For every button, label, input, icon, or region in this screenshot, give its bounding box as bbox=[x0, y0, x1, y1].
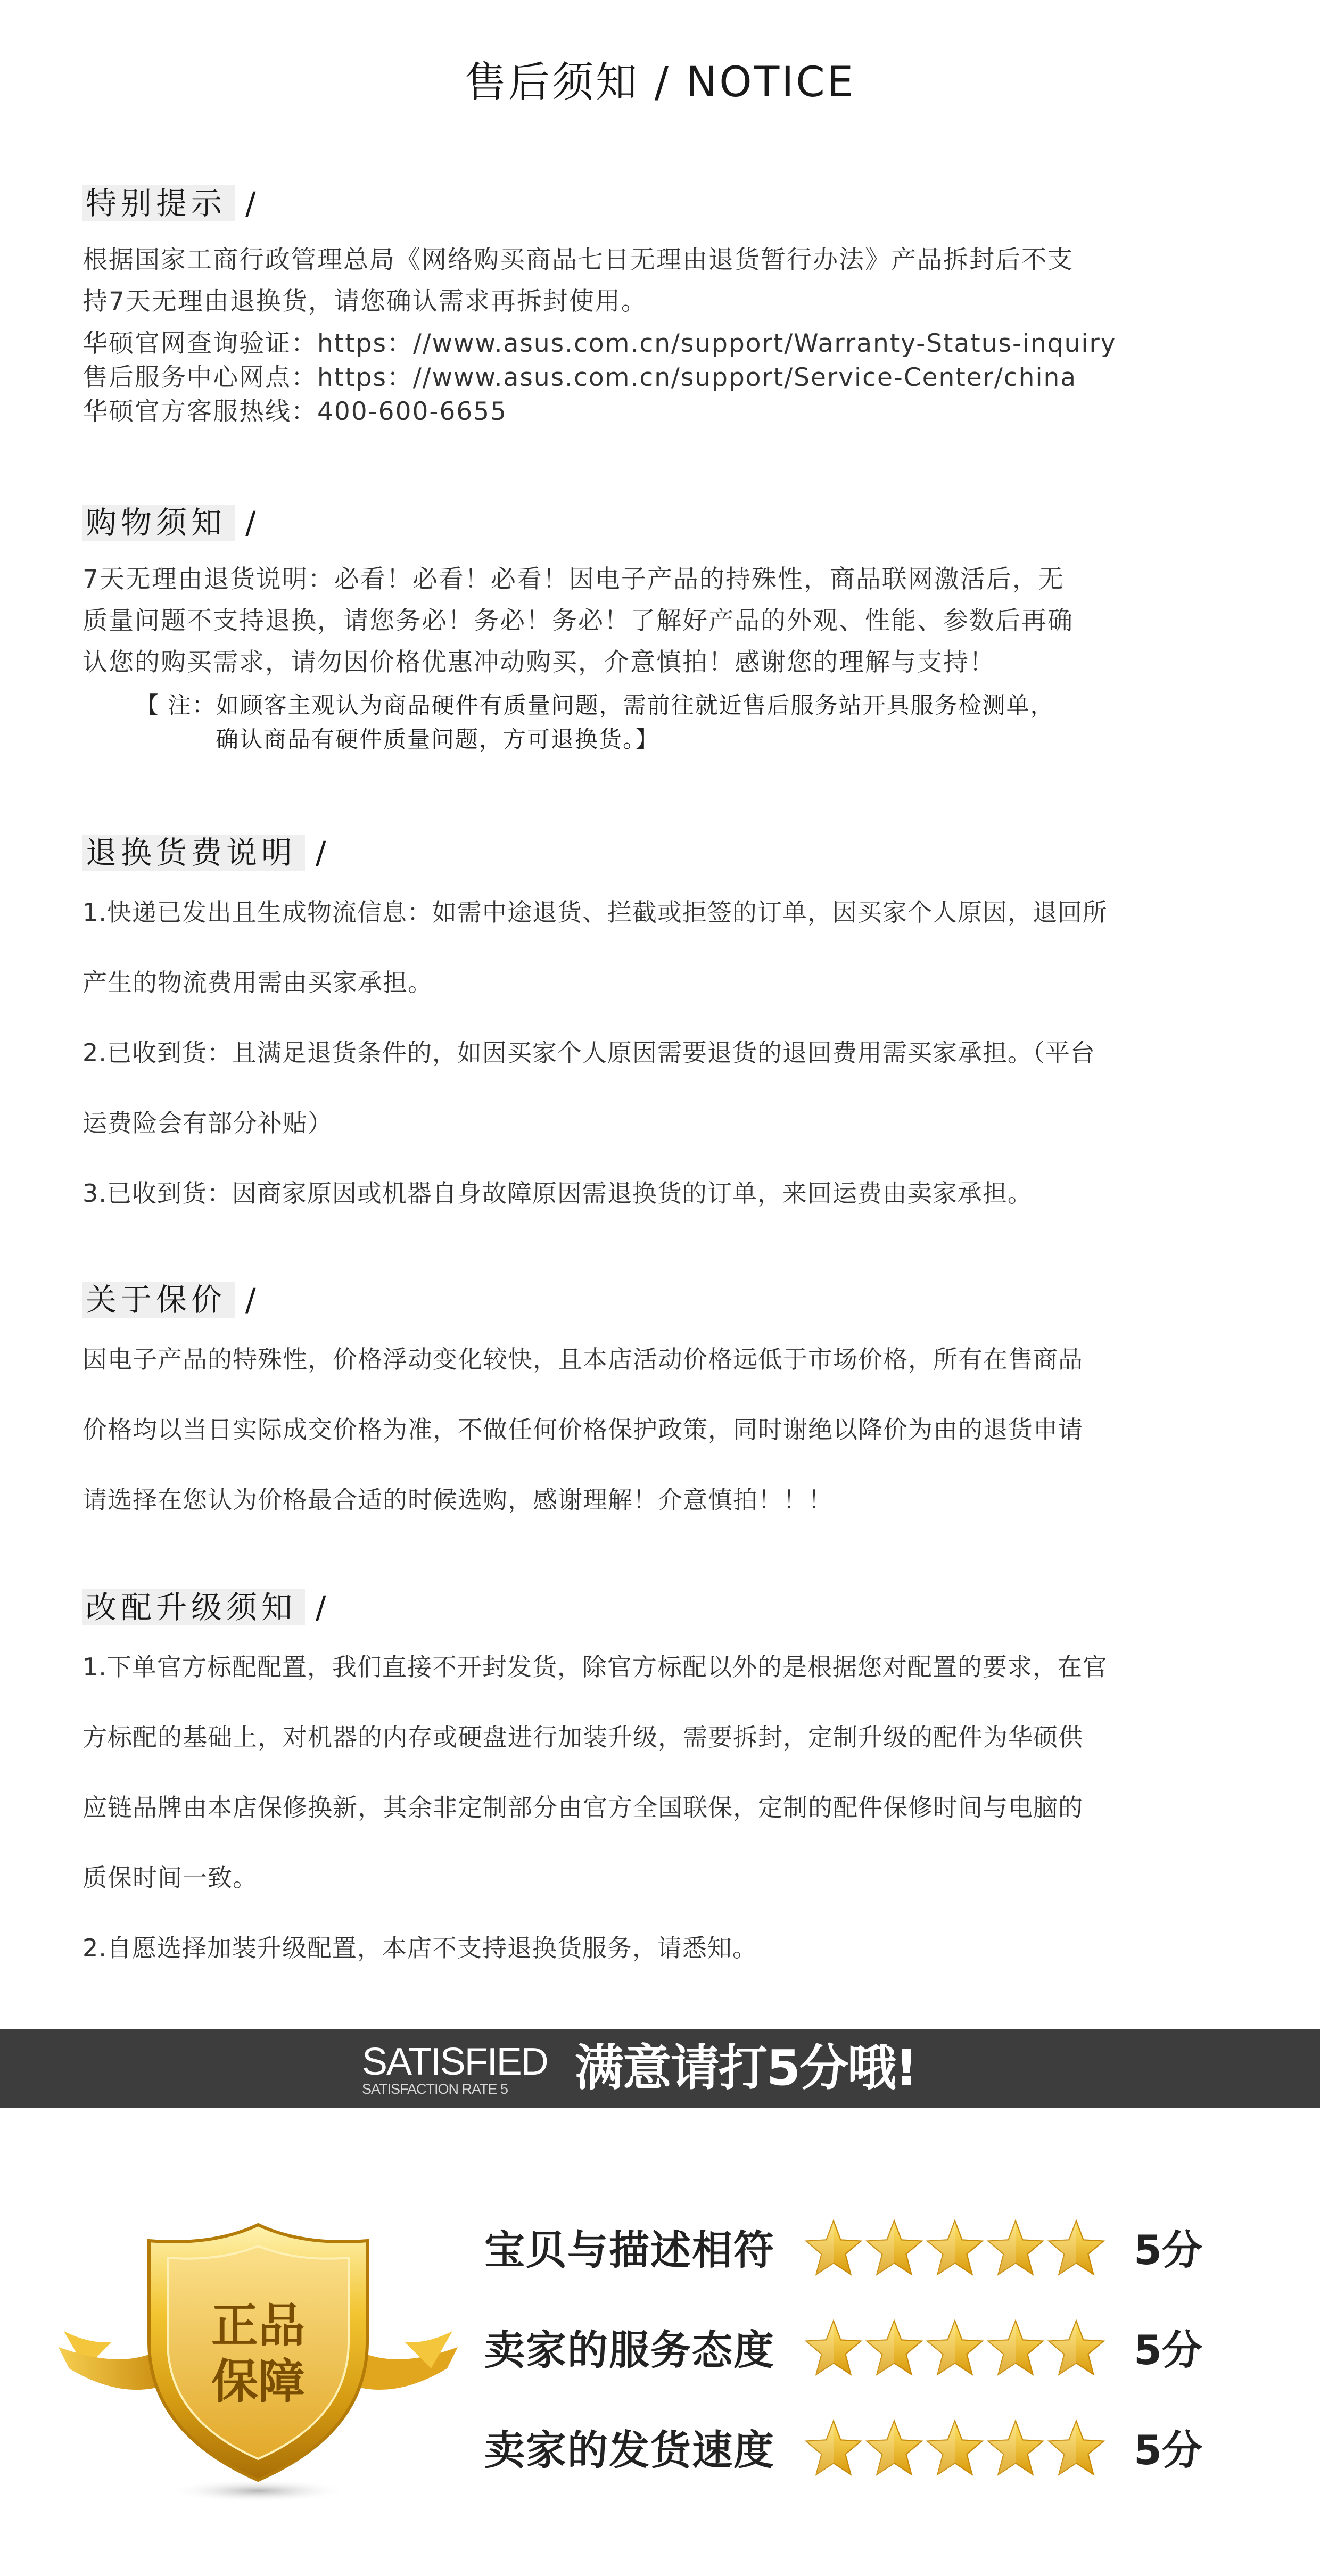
paragraph-line: 运费险会有部分补贴） bbox=[82, 1109, 333, 1137]
section-heading: 特别提示 / bbox=[82, 181, 260, 226]
paragraph-line: 3.已收到货：因商家原因或机器自身故障原因需退换货的订单，来回运费由卖家承担。 bbox=[82, 1179, 1033, 1208]
star-icon bbox=[1046, 2218, 1106, 2278]
hotline-line: 华硕官方客服热线：400-600-6655 bbox=[82, 397, 507, 426]
banner-english bbox=[362, 2043, 575, 2097]
star-rating bbox=[804, 2218, 1102, 2282]
star-icon bbox=[986, 2418, 1045, 2478]
section-shopping-notice bbox=[82, 500, 1243, 757]
star-icon bbox=[986, 2218, 1045, 2278]
paragraph-line: 方标配的基础上，对机器的内存或硬盘进行加装升级，需要拆封，定制升级的配件为华硕供 bbox=[82, 1723, 1083, 1752]
section-heading-text: 购物须知 bbox=[82, 505, 235, 541]
banner-cn-title: 满意请打5分哦! bbox=[575, 2040, 917, 2096]
satisfaction-banner bbox=[0, 2029, 1320, 2108]
section-heading: 关于保价 / bbox=[82, 1277, 260, 1322]
paragraph-line: 产生的物流费用需由买家承担。 bbox=[82, 968, 433, 997]
paragraph-line: 根据国家工商行政管理总局《网络购买商品七日无理由退货暂行办法》产品拆封后不支 bbox=[82, 245, 1074, 275]
paragraph-line: 因电子产品的特殊性，价格浮动变化较快，且本店活动价格远低于市场价格，所有在售商品 bbox=[82, 1345, 1083, 1374]
section-heading: 退换货费说明 / bbox=[82, 830, 331, 875]
star-icon bbox=[804, 2418, 863, 2478]
banner-en-title: SATISFIED bbox=[362, 2041, 548, 2083]
star-icon bbox=[864, 2418, 924, 2478]
paragraph-line: 2.已收到货：且满足退货条件的，如因买家个人原因需要退货的退回费用需买家承担。（平台 bbox=[82, 1038, 1095, 1067]
rating-label: 卖家的服务态度 bbox=[484, 2326, 775, 2374]
warranty-link-line: 华硕官网查询验证：https：//www.asus.com.cn/support/Warranty-Status-inquiry bbox=[82, 329, 1117, 358]
paragraph-line: 7天无理由退货说明：必看！必看！必看！因电子产品的持殊性，商品联网激活后，无 bbox=[82, 565, 1065, 594]
note-line: 确认商品有硬件质量问题，方可退换货。】 bbox=[216, 726, 659, 753]
rating-row-description bbox=[484, 2214, 1283, 2289]
service-center-link-line: 售后服务中心网点：https：//www.asus.com.cn/support/Service-Center/china bbox=[82, 363, 1077, 392]
section-heading-text: 关于保价 bbox=[82, 1282, 235, 1318]
star-icon bbox=[1046, 2318, 1106, 2378]
badge-line1: 正品 bbox=[211, 2298, 306, 2353]
badge-line2: 保障 bbox=[211, 2354, 306, 2409]
section-heading-text: 特别提示 bbox=[82, 185, 235, 221]
rating-score: 5分 bbox=[1134, 2226, 1202, 2274]
banner-en-subtitle: SATISFACTION RATE 5 bbox=[362, 2081, 508, 2097]
paragraph-line: 认您的购买需求，请勿因价格优惠冲动购买，介意慎拍！感谢您的理解与支持！ bbox=[82, 648, 995, 677]
rating-label: 卖家的发货速度 bbox=[484, 2426, 775, 2474]
page-title: 售后须知 / NOTICE bbox=[464, 59, 855, 106]
rating-score: 5分 bbox=[1134, 2326, 1202, 2374]
paragraph-line: 2.自愿选择加装升级配置，本店不支持退换货服务，请悉知。 bbox=[82, 1934, 757, 1962]
section-heading: 购物须知 / bbox=[82, 500, 260, 545]
rating-label: 宝贝与描述相符 bbox=[484, 2226, 775, 2274]
paragraph-line: 质保时间一致。 bbox=[82, 1863, 258, 1892]
section-heading-text: 改配升级须知 bbox=[82, 1589, 305, 1625]
star-icon bbox=[925, 2318, 985, 2378]
star-icon bbox=[804, 2318, 863, 2378]
paragraph-line: 价格均以当日实际成交价格为准，不做任何价格保护政策，同时谢绝以降价为由的退货申请 bbox=[82, 1415, 1083, 1444]
paragraph-line: 质量问题不支持退换，请您务必！务必！务必！了解好产品的外观、性能、参数后再确 bbox=[82, 606, 1074, 635]
star-icon bbox=[804, 2218, 863, 2278]
rating-row-service bbox=[484, 2314, 1283, 2389]
paragraph-line: 持7天无理由退换货，请您确认需求再拆封使用。 bbox=[82, 287, 647, 316]
star-icon bbox=[864, 2218, 924, 2278]
genuine-guarantee-shield-icon bbox=[53, 2209, 463, 2507]
section-upgrade-notice bbox=[82, 1585, 1243, 1983]
star-rating bbox=[804, 2318, 1102, 2382]
star-icon bbox=[1046, 2418, 1106, 2478]
star-icon bbox=[925, 2418, 985, 2478]
paragraph-line: 1.快递已发出且生成物流信息：如需中途退货、拦截或拒签的订单，因买家个人原因，退回所 bbox=[82, 898, 1108, 927]
section-price-protection bbox=[82, 1277, 1243, 1535]
section-heading-text: 退换货费说明 bbox=[82, 835, 305, 871]
section-heading: 改配升级须知 / bbox=[82, 1585, 331, 1630]
rating-row-shipping bbox=[484, 2414, 1283, 2489]
paragraph-line: 请选择在您认为价格最合适的时候选购，感谢理解！介意慎拍！！！ bbox=[82, 1485, 833, 1514]
section-special-notice bbox=[82, 181, 1243, 429]
star-icon bbox=[986, 2318, 1045, 2378]
star-rating bbox=[804, 2418, 1102, 2482]
rating-score: 5分 bbox=[1134, 2426, 1202, 2474]
paragraph-line: 应链品牌由本店保修换新，其余非定制部分由官方全国联保，定制的配件保修时间与电脑的 bbox=[82, 1793, 1083, 1822]
section-return-fees bbox=[82, 830, 1243, 1228]
paragraph-line: 1.下单官方标配配置，我们直接不开封发货，除官方标配以外的是根据您对配置的要求，在官 bbox=[82, 1653, 1108, 1681]
star-icon bbox=[864, 2318, 924, 2378]
note-box bbox=[136, 689, 1243, 757]
star-icon bbox=[925, 2218, 985, 2278]
note-line: 【 注：如顾客主观认为商品硬件有质量问题，需前往就近售后服务站开具服务检测单， bbox=[136, 692, 1054, 719]
